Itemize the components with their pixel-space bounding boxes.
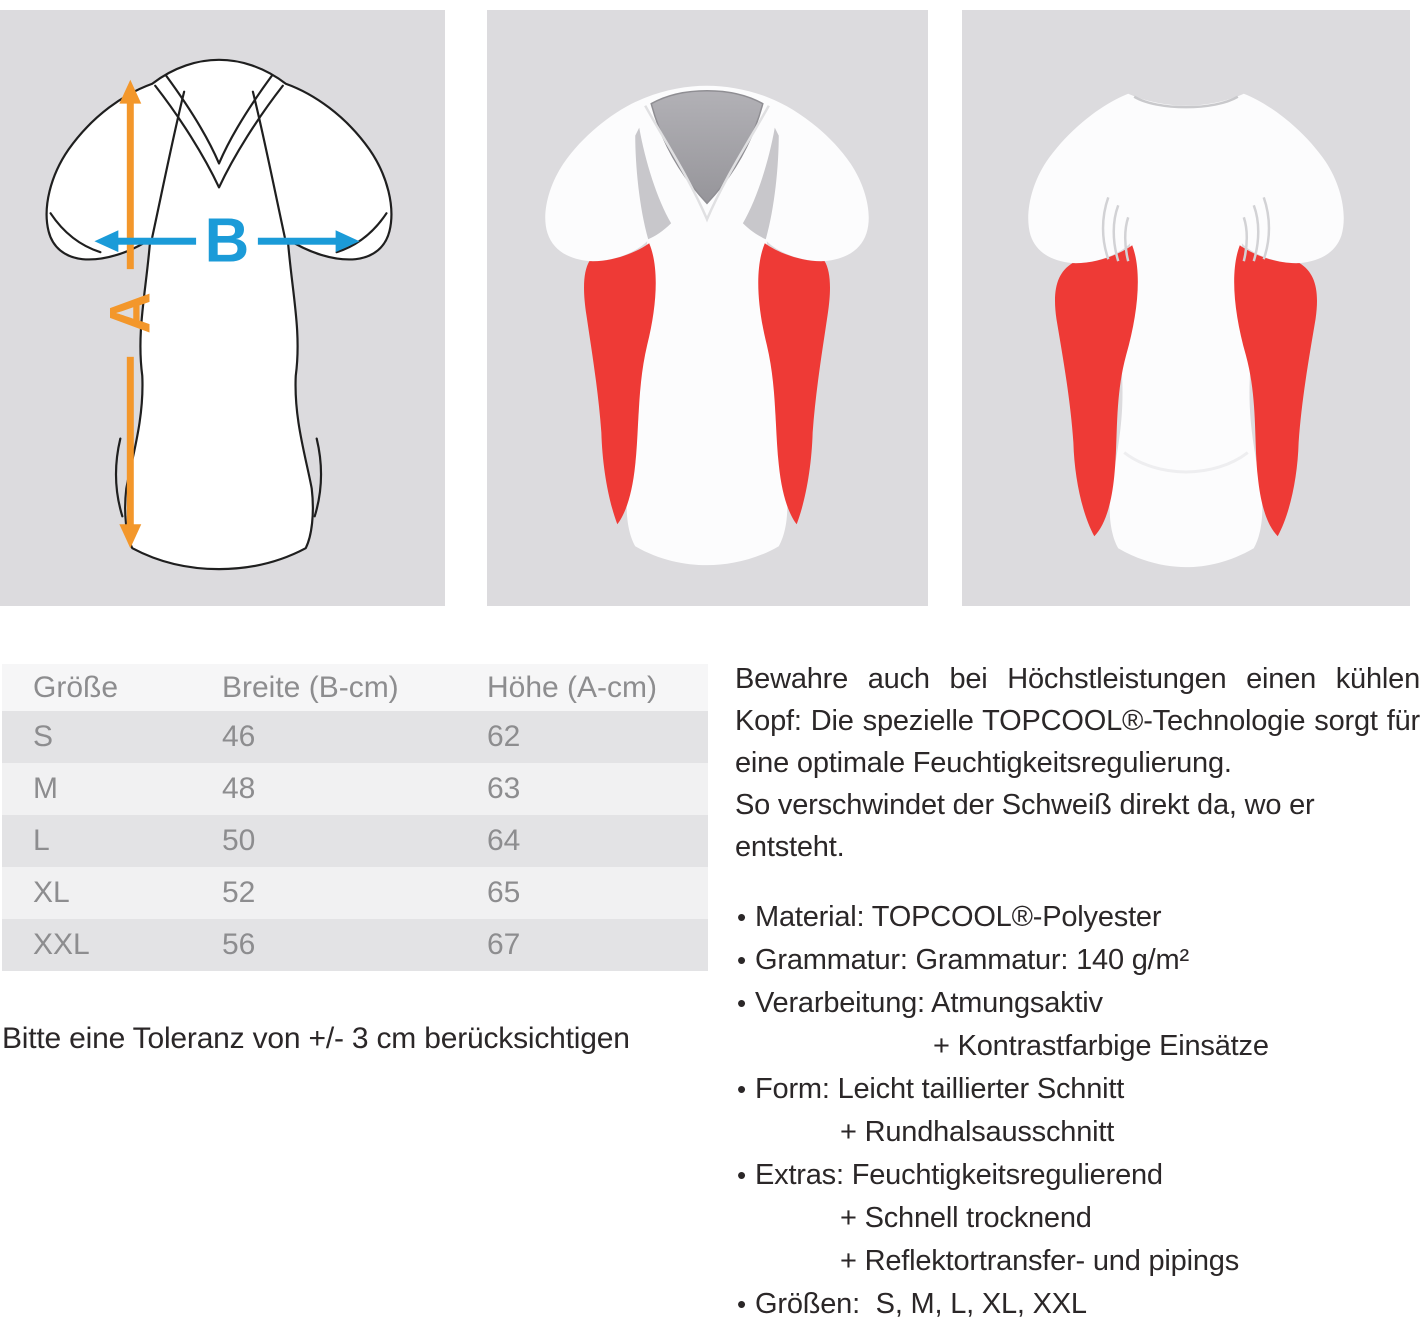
spec-item-grammatur	[735, 939, 1420, 982]
shirt-front-image	[487, 10, 928, 606]
spec-text: Extras: Feuchtigkeitsregulierend	[755, 1159, 1163, 1191]
intro-paragraph-2: So verschwindet der Schweiß direkt da, wo er entsteht.	[735, 789, 1315, 863]
measurement-diagram-image	[0, 10, 445, 606]
shirt-back-image	[962, 10, 1410, 606]
width-arrow-shaft-left	[116, 238, 196, 245]
table-row	[2, 815, 708, 867]
spec-text: Form: Leicht taillierter Schnitt	[755, 1073, 1125, 1105]
cell-width: 46	[222, 720, 256, 753]
shirt-front-view-panel	[487, 10, 928, 606]
spec-item-reflektor	[735, 1240, 1420, 1283]
spec-text: Verarbeitung: Atmungsaktiv	[755, 987, 1103, 1019]
table-row	[2, 867, 708, 919]
cell-size: M	[33, 772, 58, 805]
side-wrinkle-right	[315, 439, 321, 517]
cell-size: L	[33, 824, 50, 857]
spec-item-verarbeitung	[735, 982, 1420, 1025]
spec-item-extras	[735, 1154, 1420, 1197]
spec-text: Grammatur: Grammatur: 140 g/m²	[755, 944, 1189, 976]
cell-height: 62	[487, 720, 521, 753]
spec-text: Größen: S, M, L, XL, XXL	[755, 1288, 1087, 1320]
cell-size: XL	[33, 876, 70, 909]
cell-width: 56	[222, 928, 256, 961]
spec-item-form	[735, 1068, 1420, 1111]
shirt-back-view-panel	[962, 10, 1410, 606]
measurement-diagram-panel	[0, 10, 445, 606]
side-wrinkle-left	[116, 439, 122, 517]
header-size: Größe	[33, 670, 119, 704]
tolerance-note: Bitte eine Toleranz von +/- 3 cm berücksichtigen	[2, 1022, 630, 1055]
product-description	[735, 658, 1420, 1326]
width-label: B	[204, 206, 250, 276]
size-table	[2, 664, 708, 971]
cell-size: S	[33, 720, 54, 753]
table-row	[2, 763, 708, 815]
spec-list	[735, 896, 1420, 1326]
spec-text: + Schnell trocknend	[840, 1202, 1092, 1234]
cell-width: 50	[222, 824, 256, 857]
cell-width: 48	[222, 772, 256, 805]
header-height: Höhe (A-cm)	[487, 670, 658, 704]
spec-item-material	[735, 896, 1420, 939]
height-arrow-shaft-bottom	[127, 357, 134, 528]
spec-item-kontrast	[735, 1025, 1420, 1068]
table-row	[2, 711, 708, 763]
header-width: Breite (B-cm)	[222, 670, 399, 704]
intro-paragraph: Bewahre auch bei Höchstleistungen einen kühlen Kopf: Die spezielle TOPCOOL®-Technologie sorgt für eine optimale Feuchtigkeitsregulierung.	[735, 663, 1420, 779]
size-table-header-row	[2, 664, 708, 711]
spec-item-rundhals	[735, 1111, 1420, 1154]
cell-size: XXL	[33, 928, 90, 961]
cell-height: 63	[487, 772, 521, 805]
spec-item-schnell	[735, 1197, 1420, 1240]
cell-width: 52	[222, 876, 256, 909]
table-row	[2, 919, 708, 971]
spec-text: + Reflektortransfer- und pipings	[840, 1245, 1240, 1277]
cell-height: 65	[487, 876, 521, 909]
spec-item-groessen	[735, 1283, 1420, 1326]
spec-text: Material: TOPCOOL®-Polyester	[755, 901, 1162, 933]
height-label: A	[98, 292, 163, 334]
cell-height: 64	[487, 824, 521, 857]
cell-height: 67	[487, 928, 521, 961]
spec-text: + Kontrastfarbige Einsätze	[933, 1030, 1269, 1062]
spec-text: + Rundhalsausschnitt	[840, 1116, 1115, 1148]
width-arrow-shaft-right	[258, 238, 338, 245]
